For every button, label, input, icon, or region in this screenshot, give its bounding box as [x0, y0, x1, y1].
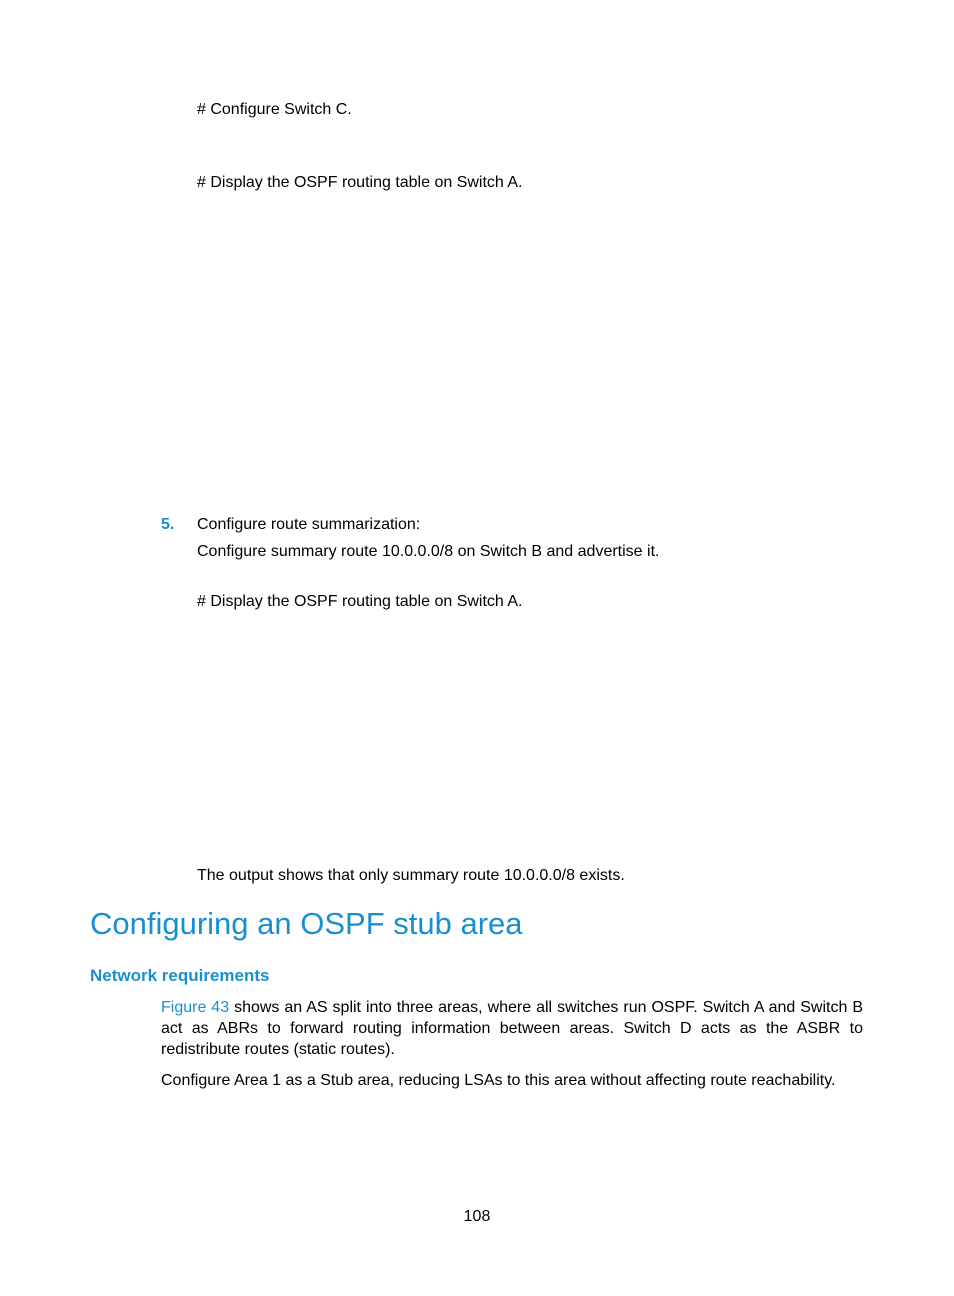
instruction-display-routing-table: # Display the OSPF routing table on Switch A. [197, 174, 523, 191]
figure-link[interactable]: Figure 43 [161, 999, 230, 1016]
section-title: Configuring an OSPF stub area [90, 906, 523, 941]
instruction-configure-switch-c: # Configure Switch C. [197, 101, 352, 118]
page-number: 108 [463, 1208, 491, 1225]
paragraph-network-requirements [161, 997, 863, 1060]
paragraph-stub-area: Configure Area 1 as a Stub area, reducing LSAs to this area without affecting route reachability. [161, 1072, 836, 1089]
step-number: 5. [161, 516, 175, 533]
output-note: The output shows that only summary route 10.0.0.0/8 exists. [197, 867, 625, 884]
step-description: Configure summary route 10.0.0.0/8 on Switch B and advertise it. [197, 543, 660, 560]
subsection-title: Network requirements [90, 966, 270, 985]
paragraph-text: shows an AS split into three areas, where all switches run OSPF. Switch A and Switch B act as ABRs to forward routing information between areas. Switch D acts as the ASBR to redistribute routes (static routes). [161, 999, 864, 1058]
step-title: Configure route summarization: [197, 516, 421, 533]
instruction-display-routing-table-2: # Display the OSPF routing table on Switch A. [197, 593, 523, 610]
